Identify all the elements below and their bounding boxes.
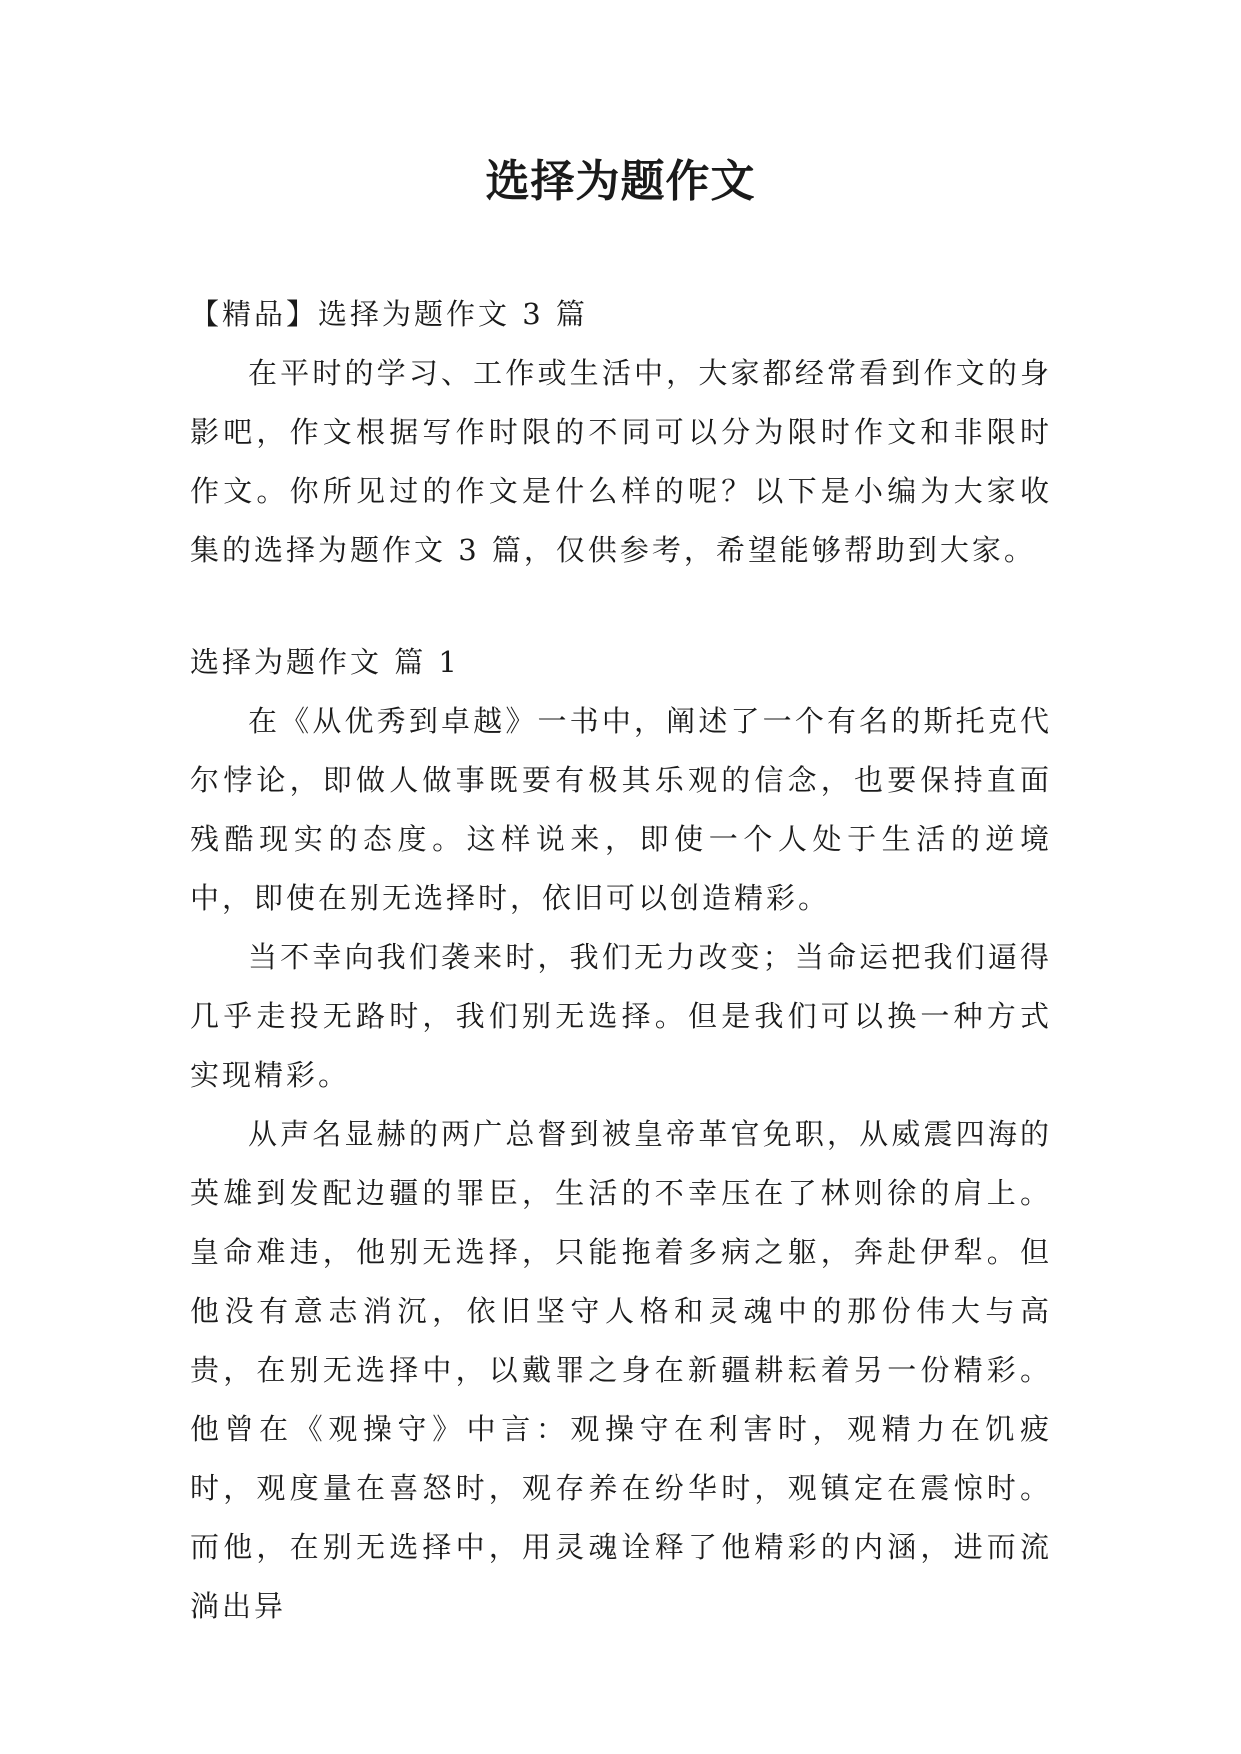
body-paragraph-1: 在《从优秀到卓越》一书中，阐述了一个有名的斯托克代尔悖论，即做人做事既要有极其乐观的信念，也要保持直面残酷现实的态度。这样说来，即使一个人处于生活的逆境中，即使在别无选择时，依旧可以创造精彩。 bbox=[190, 704, 1052, 915]
document-subtitle: 【精品】选择为题作文 3 篇 bbox=[190, 297, 588, 331]
section-body bbox=[190, 692, 1052, 1636]
body-paragraph-3: 从声名显赫的两广总督到被皇帝革官免职，从威震四海的英雄到发配边疆的罪臣，生活的不幸压在了林则徐的肩上。皇命难违，他别无选择，只能拖着多病之躯，奔赴伊犁。但他没有意志消沉，依旧坚守人格和灵魂中的那份伟大与高贵，在别无选择中，以戴罪之身在新疆耕耘着另一份精彩。他曾在《观操守》中言：观操守在利害时，观精力在饥疲时，观度量在喜怒时，观存养在纷华时，观镇定在震惊时。而他，在别无选择中，用灵魂诠释了他精彩的内涵，进而流淌出异 bbox=[190, 1117, 1052, 1623]
intro-section bbox=[190, 344, 1052, 580]
document-title: 选择为题作文 bbox=[485, 156, 756, 207]
body-paragraph-2: 当不幸向我们袭来时，我们无力改变；当命运把我们逼得几乎走投无路时，我们别无选择。但是我们可以换一种方式实现精彩。 bbox=[190, 940, 1052, 1092]
section-heading: 选择为题作文 篇 1 bbox=[190, 645, 460, 679]
intro-paragraph: 在平时的学习、工作或生活中，大家都经常看到作文的身影吧，作文根据写作时限的不同可以分为限时作文和非限时作文。你所见过的作文是什么样的呢？以下是小编为大家收集的选择为题作文 3 篇，仅供参考，希望能够帮助到大家。 bbox=[190, 356, 1052, 567]
